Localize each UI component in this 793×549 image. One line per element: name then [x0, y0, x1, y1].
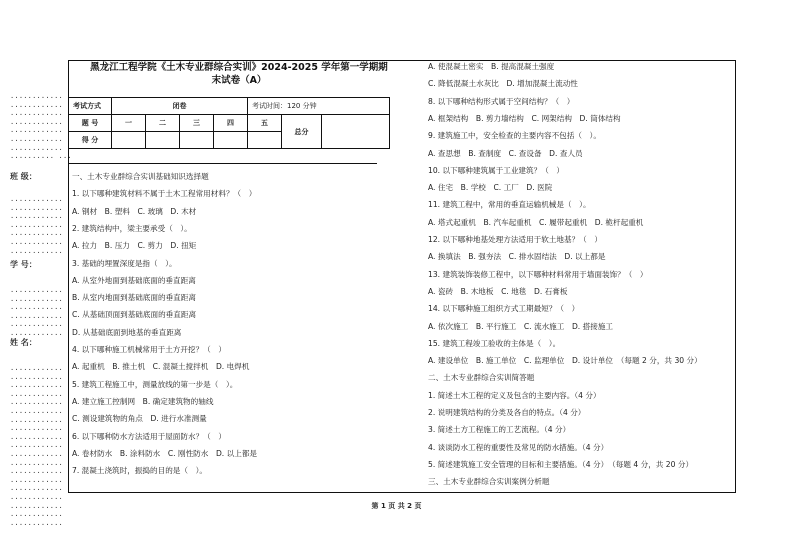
- name-label: 姓 名：: [10, 338, 37, 347]
- question-line: 1. 简述土木工程的定义及包含的主要内容。（4 分）: [428, 390, 601, 400]
- exam-title: 黑龙江工程学院《土木专业群综合实训》2024-2025 学年第一学期期: [90, 62, 388, 73]
- exam-title-line2: 末试卷（A）: [211, 75, 267, 86]
- question-line: A. 钢材 B. 塑料 C. 玻璃 D. 木材: [72, 206, 197, 216]
- question-line: 2. 说明建筑结构的分类及各自的特点。（4 分）: [428, 408, 586, 417]
- score-cell: [248, 132, 282, 149]
- page-footer: 第 1 页 共 2 页: [371, 502, 422, 510]
- dotted-line: ············ ············ ············ ············ ············ ············ ············ ············ ············ ············ ············ ············ ············ ············ ············ ············ ············ ············ ············: [10, 366, 63, 529]
- question-line: A. 换填法 B. 强夯法 C. 排水固结法 D. 以上都是: [428, 252, 606, 262]
- question-line: C. 降低混凝土水灰比 D. 增加混凝土流动性: [428, 79, 578, 89]
- dotted-line: ············ ············ ············ ············ ············ ············: [10, 288, 63, 339]
- question-line: 5. 建筑工程施工中，测量放线的第一步是（ ）。: [72, 379, 238, 389]
- question-line: 2. 建筑结构中，梁主要承受（ ）。: [72, 223, 192, 233]
- question-line: 5. 简述建筑施工安全管理的目标和主要措施。（4 分） （每题 4 分，共 20 分）: [428, 459, 694, 469]
- dotted-line: ············ ············ ············ ············ ············ ············ ············ ·········· ···: [10, 94, 72, 163]
- question-line: C. 测设建筑物的角点 D. 进行水准测量: [72, 414, 207, 424]
- score-label: 得 分: [69, 132, 112, 149]
- question-line: 10. 以下哪种建筑属于工业建筑？（ ）: [428, 165, 564, 175]
- exam-mode-label: 考试方式: [69, 98, 112, 115]
- question-line: C. 从基础顶面到基础底面的垂直距离: [72, 310, 197, 320]
- section-heading: 二、土木专业群综合实训简答题: [428, 373, 535, 383]
- exam-time: 考试时间：120 分钟: [248, 98, 390, 115]
- total-score-cell: [322, 115, 390, 149]
- column-4: 四: [214, 115, 248, 132]
- question-line: A. 从室外地面到基础底面的垂直距离: [72, 275, 196, 285]
- question-line: A. 框架结构 B. 剪力墙结构 C. 网架结构 D. 筒体结构: [428, 113, 621, 123]
- question-line: A. 拉力 B. 压力 C. 剪力 D. 扭矩: [72, 241, 197, 251]
- question-no-label: 题 号: [69, 115, 112, 132]
- divider: [68, 163, 377, 164]
- class-label: 班 级：: [10, 172, 37, 181]
- question-line: 1. 以下哪种建筑材料不属于土木工程常用材料？（ ）: [72, 189, 257, 199]
- dotted-line: ············ ············ ············ ············ ············ ············ ············: [10, 197, 63, 257]
- student-id-label: 学 号：: [10, 260, 37, 269]
- question-line: A. 塔式起重机 B. 汽车起重机 C. 履带起重机 D. 桅杆起重机: [428, 217, 644, 227]
- score-cell: [146, 132, 180, 149]
- score-cell: [112, 132, 146, 149]
- question-line: 12. 以下哪种地基处理方法适用于软土地基？（ ）: [428, 235, 602, 244]
- score-cell: [214, 132, 248, 149]
- question-line: 9. 建筑施工中，安全检查的主要内容不包括（ ）。: [428, 131, 601, 141]
- question-line: 3. 基础的埋置深度是指（ ）。: [72, 258, 177, 268]
- section-heading: 三、土木专业群综合实训案例分析题: [428, 477, 550, 487]
- question-line: A. 住宅 B. 学校 C. 工厂 D. 医院: [428, 183, 553, 193]
- question-line: A. 建设单位 B. 施工单位 C. 监理单位 D. 设计单位 （每题 2 分，共 30 分）: [428, 356, 702, 366]
- question-line: 14. 以下哪种施工组织方式工期最短？（ ）: [428, 304, 580, 314]
- question-line: A. 卷材防水 B. 涂料防水 C. 刚性防水 D. 以上都是: [72, 448, 258, 458]
- question-line: A. 建立施工控制网 B. 确定建筑物的轴线: [72, 396, 214, 406]
- column-2: 二: [146, 115, 180, 132]
- question-line: 6. 以下哪种防水方法适用于屋面防水？（ ）: [72, 431, 226, 441]
- question-line: A. 起重机 B. 推土机 C. 混凝土搅拌机 D. 电焊机: [72, 362, 250, 372]
- question-line: 15. 建筑工程竣工验收的主体是（ ）。: [428, 338, 561, 348]
- question-line: A. 查思想 B. 查制度 C. 查设备 D. 查人员: [428, 148, 583, 158]
- total-label: 总分: [282, 115, 322, 149]
- question-line: 13. 建筑装饰装修工程中，以下哪种材料常用于墙面装饰？（ ）: [428, 269, 648, 279]
- question-line: 3. 简述土方工程施工的工艺流程。（4 分）: [428, 425, 571, 435]
- score-cell: [180, 132, 214, 149]
- question-line: D. 从基础底面到地基的垂直距离: [72, 327, 182, 337]
- question-line: A. 依次施工 B. 平行施工 C. 流水施工 D. 搭接施工: [428, 321, 614, 331]
- exam-mode-value: 闭卷: [112, 98, 248, 115]
- score-table: [68, 97, 390, 149]
- column-5: 五: [248, 115, 282, 132]
- column-1: 一: [112, 115, 146, 132]
- question-line: 7. 混凝土浇筑时，振捣的目的是（ ）。: [72, 466, 207, 476]
- question-line: 4. 以下哪种施工机械常用于土方开挖？（ ）: [72, 345, 226, 354]
- question-line: B. 从室内地面到基础底面的垂直距离: [72, 293, 196, 303]
- question-line: A. 使混凝土密实 B. 提高混凝土强度: [428, 62, 555, 71]
- question-line: 8. 以下哪种结构形式属于空间结构？（ ）: [428, 96, 575, 106]
- question-line: 11. 建筑工程中，常用的垂直运输机械是（ ）。: [428, 200, 591, 210]
- question-line: 4. 谈谈防水工程的重要性及常见的防水措施。（4 分）: [428, 442, 609, 452]
- column-3: 三: [180, 115, 214, 132]
- section-heading: 一、土木专业群综合实训基础知识选择题: [72, 172, 209, 181]
- question-line: A. 瓷砖 B. 木地板 C. 地毯 D. 石膏板: [428, 286, 568, 296]
